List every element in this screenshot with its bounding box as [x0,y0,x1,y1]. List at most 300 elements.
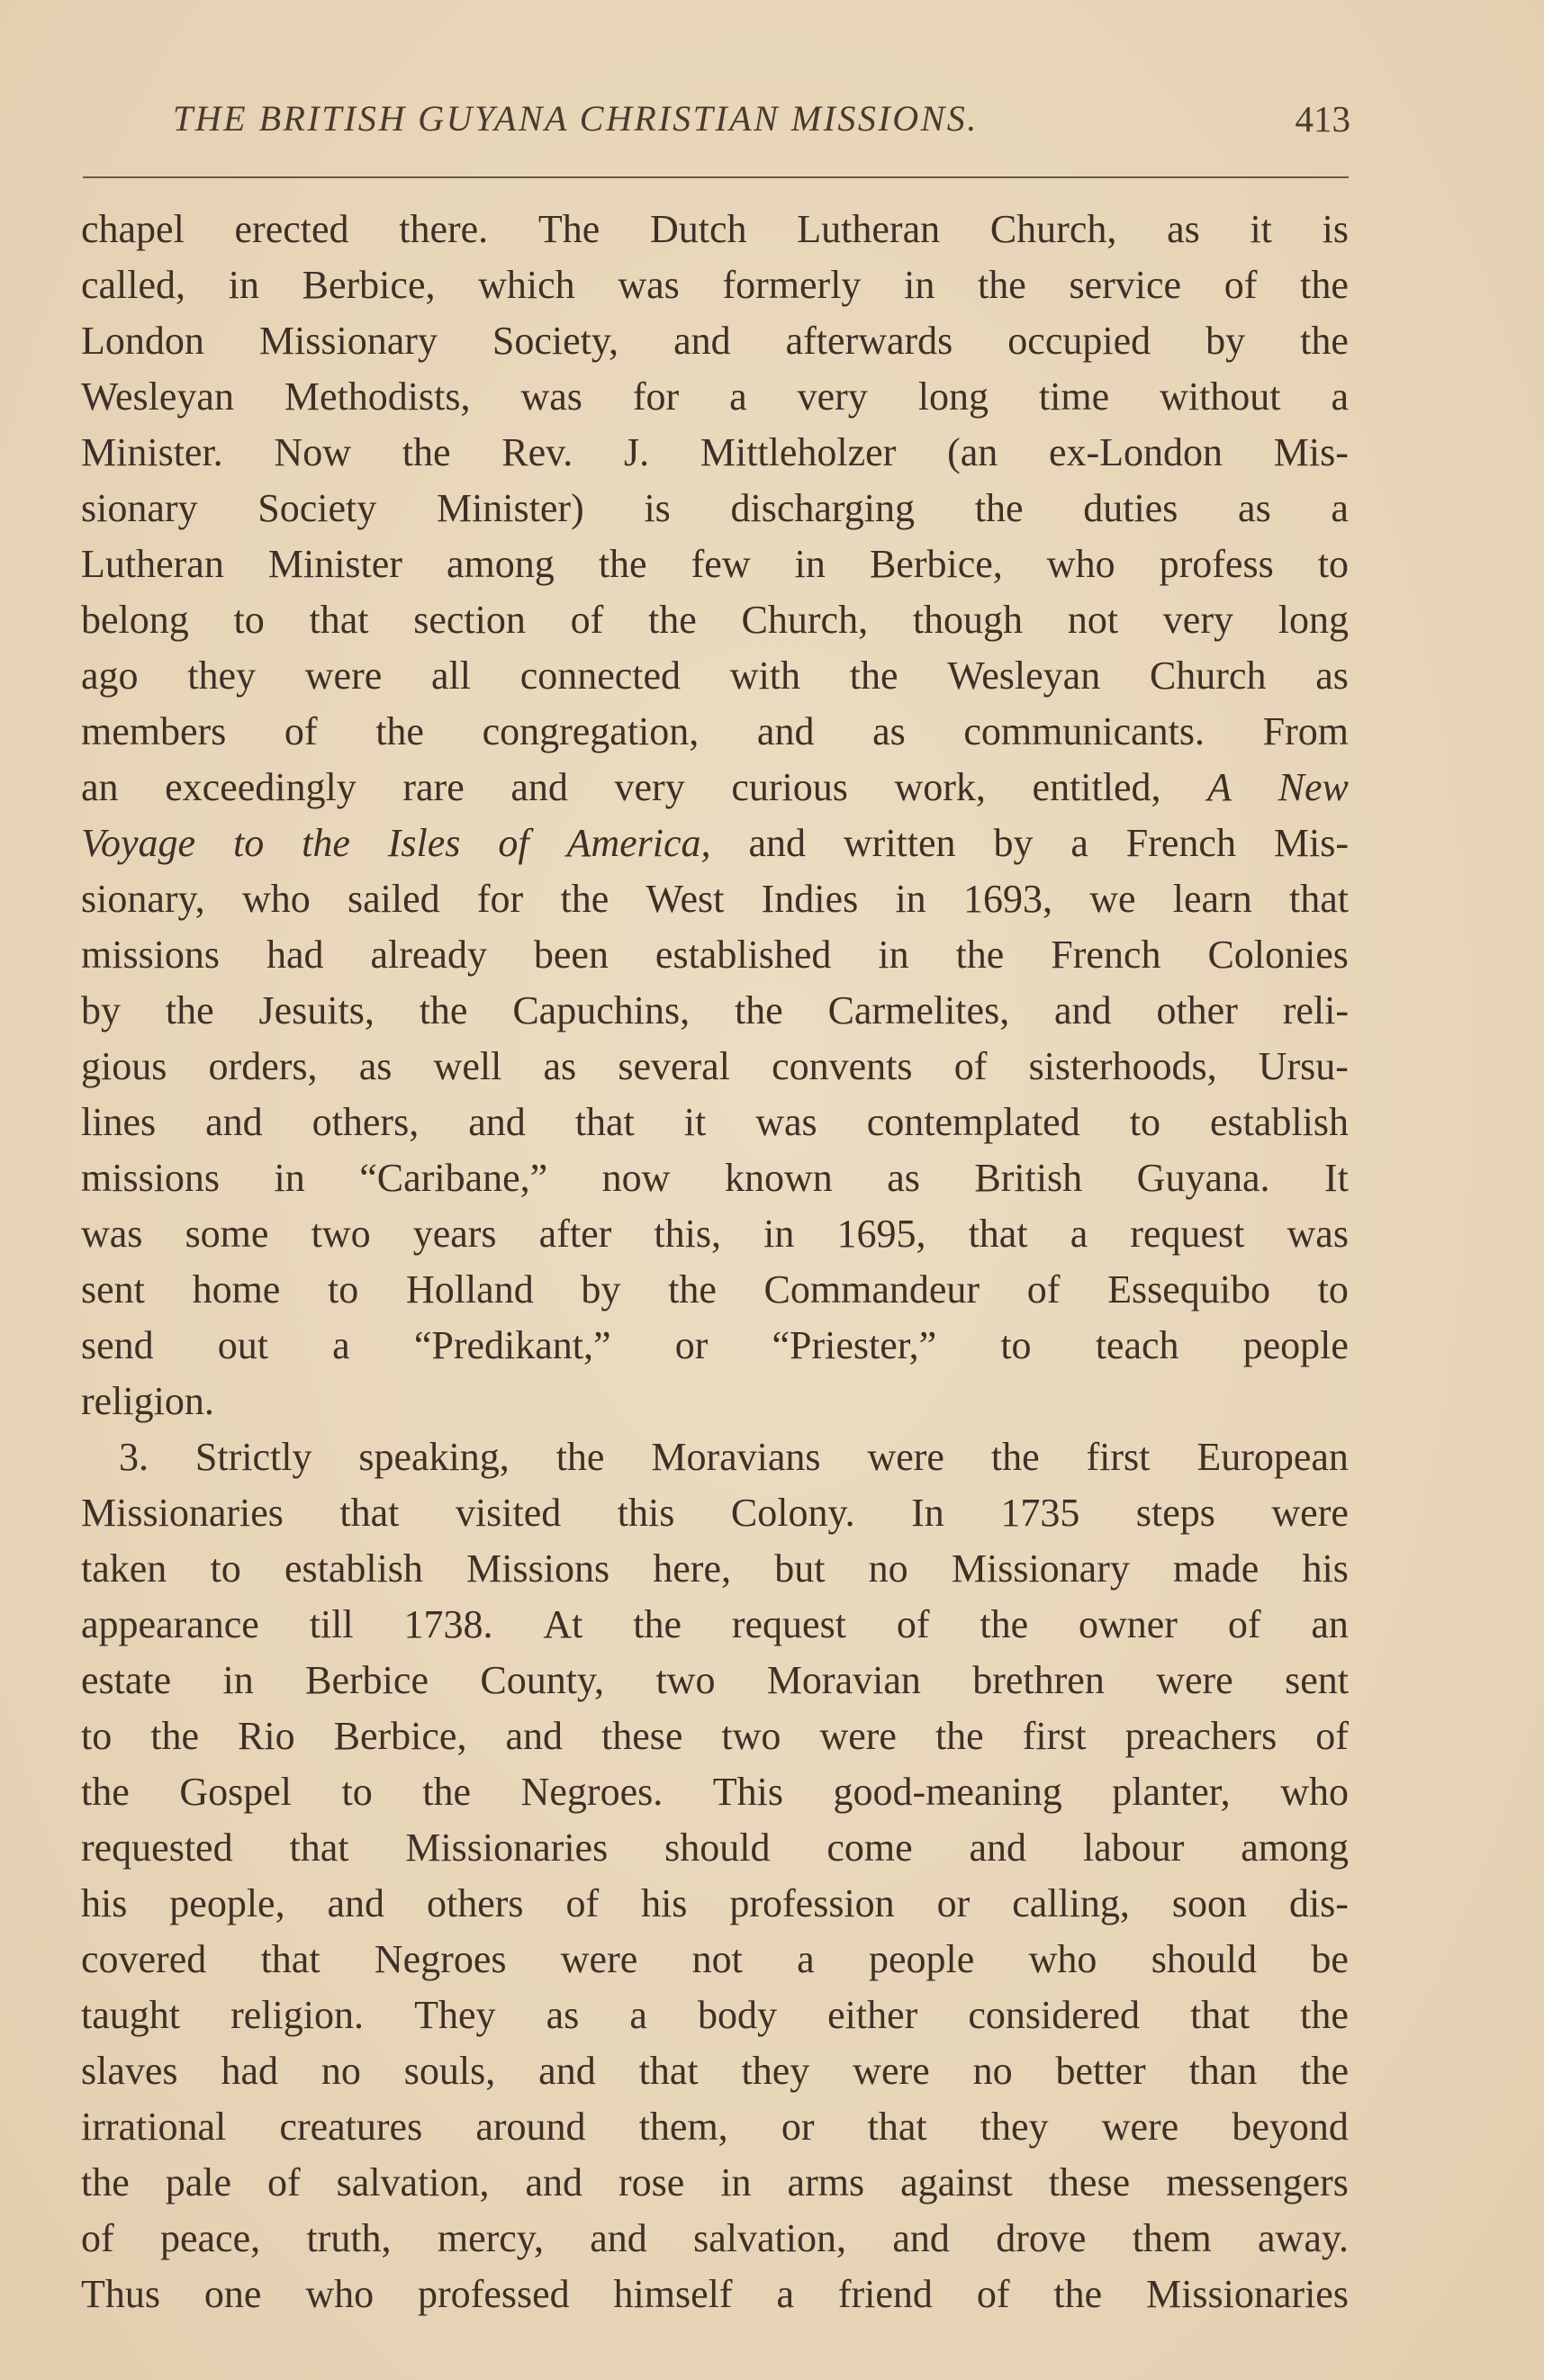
text-line [81,1318,1349,1374]
word: formerly [722,263,862,307]
word: by [1205,319,1246,363]
text-line [81,648,1349,704]
word: the [375,709,424,753]
word: written [843,821,956,865]
text-line [81,1764,1349,1820]
word: others, [312,1100,420,1144]
word: steps [1135,1491,1215,1535]
word: people [868,1937,975,1981]
italic-word: the [302,821,350,865]
word: a [1070,821,1088,865]
word: sisterhoods, [1028,1044,1217,1088]
word: rare [402,765,465,809]
text-line [81,1597,1349,1653]
word: for [476,877,524,921]
word: Church [1149,654,1267,698]
word: and [538,2049,596,2093]
word: who [241,877,311,921]
text-line [81,481,1349,536]
word: to [1000,1323,1032,1367]
word: till [309,1602,354,1646]
italic-word: of [498,821,529,865]
word: as [358,1044,393,1088]
word: be [1311,1937,1349,1981]
word: reli- [1282,988,1349,1032]
word: that [339,1491,400,1535]
word: send [81,1323,154,1367]
word: as [1167,207,1200,251]
word: known [724,1156,833,1200]
word: messengers [1166,2160,1349,2204]
word: Essequibo [1107,1267,1270,1312]
word: of [1223,263,1258,307]
word: very [614,765,685,809]
word: who [1028,1937,1097,1981]
word: members [81,709,227,753]
word: were [1271,1491,1349,1535]
word: taken [81,1546,167,1591]
word: but [774,1546,826,1591]
word: Wesleyan [81,374,234,419]
word: In [911,1491,944,1535]
word: drove [996,2216,1087,2260]
word: of [896,1602,930,1646]
italic-word: America, [566,821,711,865]
word: of [953,1044,988,1088]
text-line [81,983,1349,1039]
word: From [1262,709,1349,753]
word: beyond [1232,2105,1349,2149]
word: Colonies [1207,933,1349,977]
word: (an [947,430,998,474]
word: were [1101,2105,1179,2149]
word: Minister) [436,486,584,530]
word: in [904,263,935,307]
word: curious [731,765,848,809]
word: not [691,1937,743,1981]
word: among [1241,1826,1349,1870]
word: to [1129,1100,1160,1144]
word: the [555,1435,605,1479]
word: is [644,486,671,530]
word: there. [399,207,489,251]
word: himself [613,2272,733,2316]
word: who [305,2272,375,2316]
word: or [781,2105,815,2149]
word: long [917,374,989,419]
word: establish [1209,1100,1349,1144]
word: Mis- [1273,430,1349,474]
word: in [895,877,926,921]
word: Missionaries [1146,2272,1349,2316]
word: Society [257,486,377,530]
word: as [543,1044,577,1088]
word: established [655,933,832,977]
word: considered [968,1993,1140,2037]
word: around [475,2105,586,2149]
word: a [332,1323,350,1367]
word: belong [81,598,189,642]
word: that [638,2049,699,2093]
text-line [81,313,1349,369]
word: in [763,1212,795,1256]
word: 1693, [962,877,1052,921]
word: irrational [81,2105,227,2149]
word: the [668,1267,717,1312]
italic-word: Voyage [81,821,196,865]
word: few [691,542,751,586]
word: brethren [972,1658,1105,1702]
word: time [1038,374,1110,419]
word: with [729,654,801,698]
word: the [419,988,468,1032]
word: should [664,1826,771,1870]
word: Now [274,430,351,474]
word: as [1315,654,1349,698]
word: they [741,2049,810,2093]
word: and [590,2216,647,2260]
word: the [165,988,214,1032]
word: was [81,1212,143,1256]
word: for [632,374,680,419]
text-line [81,871,1349,927]
word: Missions [466,1546,610,1591]
word: as [872,709,906,753]
word: Berbice, [302,263,436,307]
word: Missionary [258,319,438,363]
word: were [819,1714,897,1758]
word: come [826,1826,913,1870]
word: in [222,1658,254,1702]
word: Negroes. [520,1770,664,1814]
word: good-meaning [833,1770,1062,1814]
word: discharging [730,486,916,530]
word: out [217,1323,269,1367]
word: all [431,654,471,698]
word: missions [81,933,221,977]
word: that [867,2105,927,2149]
word: a [1331,486,1349,530]
word: Thus [81,2272,160,2316]
word: sent [81,1267,145,1312]
word: Negroes [374,1937,507,1981]
text-line [81,2043,1349,2099]
word: not [1067,598,1119,642]
text-line [81,1095,1349,1150]
word: of [284,709,318,753]
word: teach [1095,1323,1179,1367]
word: without [1160,374,1281,419]
text-line [81,425,1349,481]
word: the [1300,319,1349,363]
word: and [510,765,568,809]
word: Mittleholzer [700,430,897,474]
word: communicants. [963,709,1205,753]
word: the [422,1770,472,1814]
word: Rev. [501,430,573,474]
word: an [1311,1602,1349,1646]
word: contemplated [866,1100,1080,1144]
word: French [1051,933,1161,977]
word: Holland [405,1267,534,1312]
word: truth, [306,2216,392,2260]
word: home [192,1267,281,1312]
word: to [233,598,265,642]
word: souls, [403,2049,496,2093]
word: religion. [230,1993,364,2037]
word: religion. [81,1379,214,1423]
word: the [633,1602,682,1646]
word: no [868,1546,908,1591]
word: that [260,1937,321,1981]
word: Capuchins, [512,988,691,1032]
word: by [581,1267,621,1312]
word: of [1026,1267,1061,1312]
word: two [721,1714,781,1758]
word: of [1315,1714,1349,1758]
page-header [81,97,1350,148]
word: had [266,933,324,977]
text-line [81,1876,1349,1932]
word: we [1089,877,1136,921]
word: salvation, [336,2160,490,2204]
word: of [81,2216,114,2260]
word: creatures [279,2105,423,2149]
word: calling, [1012,1881,1130,1925]
word: request [1130,1212,1245,1256]
word: to [341,1770,373,1814]
word: the [598,542,647,586]
word: a [776,2272,794,2316]
word: these [1048,2160,1131,2204]
word: the [81,1770,130,1814]
word: no [972,2049,1013,2093]
word: other [1156,988,1238,1032]
text-line [81,1541,1349,1597]
word: of [1227,1602,1261,1646]
word: Berbice, [869,542,1003,586]
text-line [81,704,1349,760]
word: Moravian [766,1658,921,1702]
italic-word: A [1207,765,1232,809]
word: made [1173,1546,1260,1591]
word: salvation, [693,2216,846,2260]
word: called, [81,263,186,307]
word: long [1278,598,1349,642]
word: in [274,1156,305,1200]
word: by [81,988,121,1032]
word: is [1322,207,1349,251]
word: of [267,2160,301,2204]
word: profession [729,1881,895,1925]
word: years [412,1212,497,1256]
word: sent [1285,1658,1349,1702]
word: Moravians [651,1435,821,1479]
word: and [327,1881,385,1925]
word: Society, [492,319,619,363]
word: the [560,877,609,921]
text-line [81,1708,1349,1764]
word: in [878,933,909,977]
word: these [601,1714,683,1758]
text-line [81,536,1349,592]
word: body [697,1993,777,2037]
text-line [81,1150,1349,1206]
word: better [1055,2049,1146,2093]
word: a [629,1993,647,2037]
word: soon [1171,1881,1247,1925]
word: his [1302,1546,1349,1591]
word: was [618,263,680,307]
word: to [328,1267,359,1312]
word: first [1086,1435,1151,1479]
text-line [81,592,1349,648]
word: 3. [119,1435,149,1479]
word: professed [418,2272,570,2316]
word: in [720,2160,752,2204]
word: the [734,988,783,1032]
word: and [756,709,815,753]
word: very [797,374,868,419]
word: speaking, [358,1435,510,1479]
word: profess [1159,542,1274,586]
word: his [641,1881,688,1925]
word: others [427,1881,524,1925]
word: was [520,374,582,419]
word: Indies [761,877,859,921]
word: of [976,2272,1010,2316]
word: section [413,598,526,642]
word: a [729,374,747,419]
word: and [969,1826,1027,1870]
word: by [993,821,1034,865]
word: people [1242,1323,1349,1367]
word: Lutheran [81,542,224,586]
word: orders, [208,1044,318,1088]
word: that [289,1826,349,1870]
word: missions [81,1156,221,1200]
word: first [1022,1714,1087,1758]
word: Missionaries [405,1826,609,1870]
word: Colony. [730,1491,855,1535]
word: in [794,542,826,586]
word: and [205,1100,263,1144]
word: gious [81,1044,167,1088]
word: several [618,1044,730,1088]
text-line [81,927,1349,983]
word: were [867,1435,944,1479]
word: very [1162,598,1233,642]
word: it [683,1100,707,1144]
text-line [81,1039,1349,1095]
word: slaves [81,2049,178,2093]
word: entitled, [1032,765,1161,809]
word: now [601,1156,671,1200]
word: convents [772,1044,913,1088]
word: had [221,2049,278,2093]
word: in [228,263,259,307]
word: preachers [1124,1714,1278,1758]
text-line [81,1988,1349,2043]
text-line [81,1262,1349,1318]
word: to [81,1714,113,1758]
word: to [1317,542,1349,586]
text-line [81,1429,1349,1485]
word: rose [619,2160,685,2204]
text-line [81,816,1349,871]
word: the [990,1435,1040,1479]
word: who [1280,1770,1349,1814]
word: occupied [1007,319,1151,363]
word: one [203,2272,262,2316]
word: duties [1083,486,1178,530]
word: ex-London [1049,430,1223,474]
word: sailed [347,877,440,921]
word: service [1069,263,1182,307]
word: work, [894,765,986,809]
word: some [185,1212,269,1256]
word: or [936,1881,971,1925]
text-line [81,369,1349,425]
text-line [81,760,1349,816]
body-text [81,202,1349,2322]
word: them [1132,2216,1212,2260]
word: planter, [1112,1770,1231,1814]
word: friend [837,2272,933,2316]
text-line [81,2099,1349,2155]
word: a [1070,1212,1088,1256]
word: well [433,1044,502,1088]
word: should [1151,1937,1258,1981]
word: Dutch [650,207,747,251]
word: them, [638,2105,728,2149]
word: the [1300,2049,1349,2093]
word: his [81,1881,128,1925]
word: the [978,263,1026,307]
text-line [81,2211,1349,2267]
header-rule [83,176,1349,178]
word: that [968,1212,1028,1256]
text-line [81,1653,1349,1708]
word: as [887,1156,920,1200]
word: two [311,1212,371,1256]
word: among [447,542,555,586]
word: West [646,877,725,921]
word: or [674,1323,709,1367]
word: and [892,2216,950,2260]
word: as [1238,486,1271,530]
word: than [1188,2049,1258,2093]
word: though [912,598,1024,642]
word: and [505,1714,563,1758]
word: visited [455,1491,562,1535]
word: to [210,1546,241,1591]
word: British [974,1156,1083,1200]
word: Gospel [179,1770,292,1814]
word: sionary, [81,877,205,921]
word: European [1196,1435,1349,1479]
word: away. [1258,2216,1349,2260]
word: exceedingly [165,765,357,809]
italic-word: to [232,821,265,865]
word: This [712,1770,783,1814]
word: County, [480,1658,605,1702]
word: Mis- [1273,821,1349,865]
word: Church, [741,598,869,642]
word: and [525,2160,583,2204]
word: Minister [267,542,402,586]
word: Church, [989,207,1117,251]
